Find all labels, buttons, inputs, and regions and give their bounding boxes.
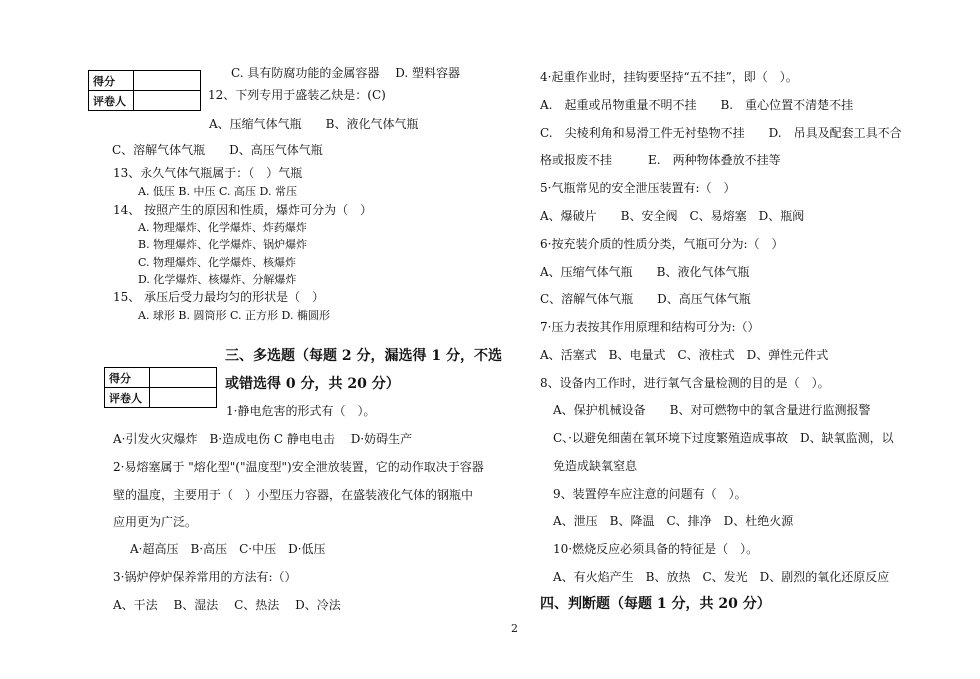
page-number: 2	[511, 622, 518, 635]
m1-options: A·引发火灾爆炸 B·造成电伤 C 静电电击 D·妨碍生产	[113, 432, 413, 446]
grader-cell[interactable]	[150, 388, 217, 408]
m2-line1: 2·易熔塞属于 "熔化型"("温度型")安全泄放装置，它的动作取决于容器	[113, 460, 484, 474]
m3-stem: 3·锅炉停炉保养常用的方法有:（）	[113, 570, 297, 584]
m8-stem: 8、设备内工作时，进行氧气含量检测的目的是（ ）。	[540, 376, 830, 390]
m8-options-cd: C、·以避免细菌在氧环境下过度繁殖造成事故 D、缺氧监测，以	[553, 431, 894, 445]
q15-stem: 15、 承压后受力最均匀的形状是（ ）	[113, 290, 325, 304]
q14-option-d: D. 化学爆炸、核爆炸、分解爆炸	[138, 273, 297, 286]
section4-title: 四、判断题（每题 1 分，共 20 分）	[540, 596, 771, 612]
m4-options-cd: C. 尖棱利角和易滑工件无衬垫物不挂 D. 吊具及配套工具不合	[540, 126, 902, 140]
score-cell[interactable]	[134, 71, 201, 91]
m7-stem: 7·压力表按其作用原理和结构可分为:（）	[540, 320, 760, 334]
section3-title-cont: 或错选得 0 分，共 20 分）	[225, 376, 400, 392]
m7-options: A、活塞式 B、电量式 C、液柱式 D、弹性元件式	[540, 348, 829, 362]
score-label: 得分	[89, 71, 134, 91]
m5-options: A、爆破片 B、安全阀 C、易熔塞 D、瓶阀	[540, 209, 805, 223]
q12-options-ab: A、压缩气体气瓶 B、液化气体气瓶	[209, 117, 419, 131]
m10-stem: 10·燃烧反应必须具备的特征是（ ）。	[553, 542, 759, 556]
m9-options: A、泄压 B、降温 C、排净 D、杜绝火源	[553, 514, 794, 528]
q15-options: A. 球形 B. 圆筒形 C. 正方形 D. 椭圆形	[138, 309, 330, 322]
q14-stem: 14、 按照产生的原因和性质，爆炸可分为（ ）	[113, 203, 373, 217]
m10-options: A、有火焰产生 B、放热 C、发光 D、剧烈的氧化还原反应	[553, 570, 890, 584]
m8-options-cont: 免造成缺氧窒息	[553, 459, 638, 473]
grader-cell[interactable]	[134, 91, 201, 111]
m1-stem: 1·静电危害的形式有（ ）。	[226, 404, 376, 418]
score-label: 得分	[105, 368, 150, 388]
m4-stem: 4·起重作业时，挂钩要坚持“五不挂”，即（ ）。	[540, 70, 798, 84]
section3-title: 三、多选题（每题 2 分，漏选得 1 分，不选	[225, 348, 502, 364]
q12-options-cd: C、溶解气体气瓶 D、高压气体气瓶	[112, 143, 323, 157]
m3-options: A、干法 B、湿法 C、热法 D、冷法	[113, 598, 341, 612]
m4-options-ab: A. 起重或吊物重量不明不挂 B. 重心位置不清楚不挂	[540, 98, 854, 112]
q13-options: A. 低压 B. 中压 C. 高压 D. 常压	[138, 185, 297, 198]
m2-line2: 壁的温度，主要用于（ ）小型压力容器，在盛装液化气体的钢瓶中	[113, 488, 474, 502]
score-box-1	[88, 70, 201, 111]
score-cell[interactable]	[150, 368, 217, 388]
m2-options: A·超高压 B·高压 C·中压 D·低压	[130, 542, 326, 556]
grader-label: 评卷人	[105, 388, 150, 408]
m8-options-ab: A、保护机械设备 B、对可燃物中的氧含量进行监测报警	[553, 403, 871, 417]
score-box-2	[104, 367, 217, 408]
q12-stem: 12、下列专用于盛装乙炔是：(C)	[208, 88, 386, 102]
q14-option-b: B. 物理爆炸、化学爆炸、锅炉爆炸	[138, 238, 308, 251]
m6-options-ab: A、压缩气体气瓶 B、液化气体气瓶	[540, 265, 750, 279]
m6-options-cd: C、溶解气体气瓶 D、高压气体气瓶	[540, 292, 751, 306]
q13-stem: 13、永久气体气瓶属于：（ ）气瓶	[113, 166, 303, 180]
m4-options-e: 格或报废不挂 E. 两种物体叠放不挂等	[540, 153, 781, 167]
m2-line3: 应用更为广泛。	[113, 515, 198, 529]
grader-label: 评卷人	[89, 91, 134, 111]
m9-stem: 9、装置停车应注意的问题有（ ）。	[553, 487, 747, 501]
m5-stem: 5·气瓶常见的安全泄压装置有:（ ）	[540, 181, 736, 195]
q14-option-a: A. 物理爆炸、化学爆炸、炸药爆炸	[138, 221, 307, 234]
q14-option-c: C. 物理爆炸、化学爆炸、核爆炸	[138, 256, 297, 269]
q11-options-cd: C. 具有防腐功能的金属容器 D. 塑料容器	[231, 66, 461, 80]
m6-stem: 6·按充装介质的性质分类，气瓶可分为:（ ）	[540, 237, 784, 251]
